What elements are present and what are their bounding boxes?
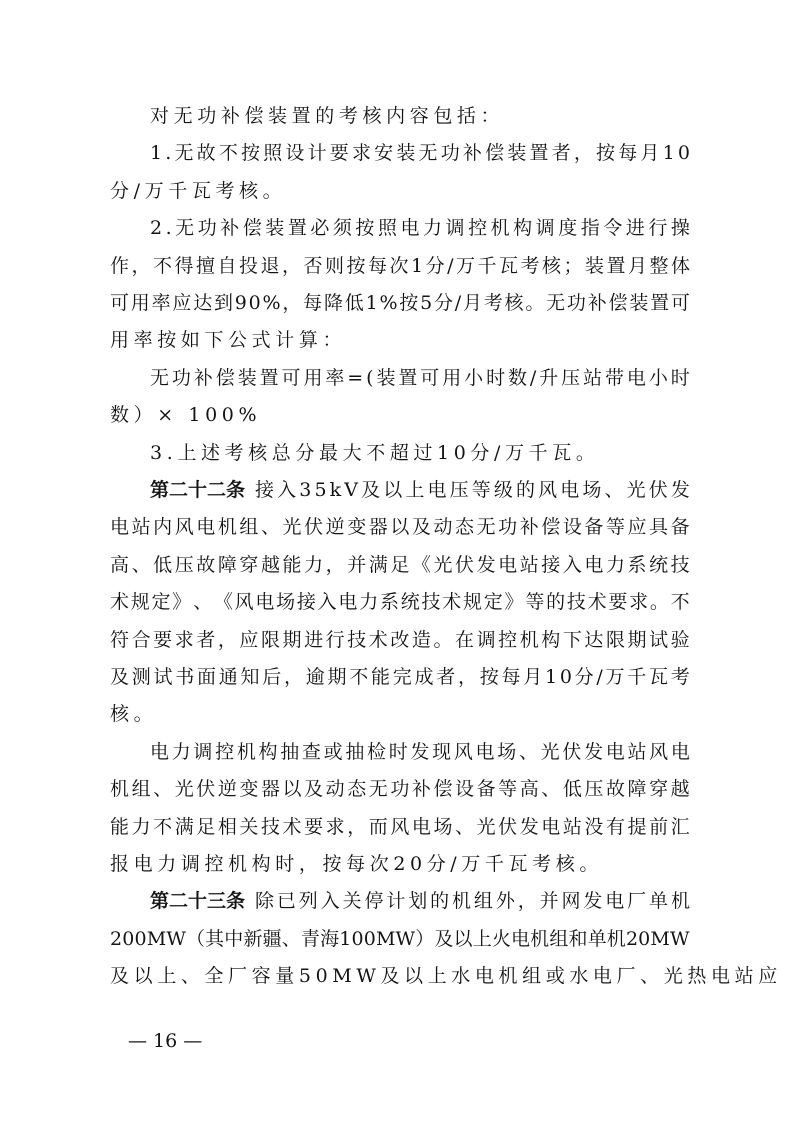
line-text: 机 组 、 光 伏 逆 变 器 以 及 动 态 无 功 补 偿 设 备 等 高 、 低 压 故 障 穿 越 (110, 778, 690, 801)
paragraph-3-line-2 (110, 248, 690, 284)
paragraph-7-line-4 (110, 846, 690, 882)
paragraph-6-line-6 (110, 659, 690, 695)
paragraph-3-line-3 (110, 285, 690, 321)
line-text: 3 . 上 述 考 核 总 分 最 大 不 超 过 1 0 分 / 万 千 瓦 。 (150, 441, 595, 464)
line-text: 高 、 低 压 故 障 穿 越 能 力 ， 并 满 足 《 光 伏 发 电 站 接 入 电 力 系 统 技 (110, 553, 690, 576)
line-text: 报 电 力 调 控 机 构 时 ， 按 每 次 2 0 分 / 万 千 瓦 考 核 。 (110, 853, 599, 875)
page-number: — 16 — (128, 1030, 203, 1052)
paragraph-6-line-1 (110, 472, 690, 508)
paragraph-3-line-1 (110, 210, 690, 246)
line-text: 接 入 3 5 k V 及 以 上 电 压 等 级 的 风 电 场 、 光 伏 发 (255, 479, 690, 501)
line-text: 能 力 不 满 足 相 关 技 术 要 求 ， 而 风 电 场 、 光 伏 发 电 站 没 有 提 前 汇 (110, 815, 690, 838)
line-text: 无 功 补 偿 装 置 可 用 率 = ( 装 置 可 用 小 时 数 / 升 压 站 带 电 小 时 (150, 366, 690, 389)
paragraph-3-line-4 (110, 322, 690, 358)
paragraph-7-line-2 (110, 771, 690, 807)
paragraph-8-line-2 (110, 921, 690, 957)
paragraph-7-line-3 (110, 809, 690, 845)
line-text: 符 合 要 求 者 ， 应 限 期 进 行 技 术 改 造 。 在 调 控 机 构 下 达 限 期 试 验 (110, 628, 690, 651)
paragraph-6-line-4 (110, 584, 690, 620)
line-text: 数 ） × 1 0 0 % (110, 404, 257, 427)
line-text: 对 无 功 补 偿 装 置 的 考 核 内 容 包 括 ： (150, 105, 500, 127)
line-text: 及 测 试 书 面 通 知 后 ， 逾 期 不 能 完 成 者 ， 按 每 月 1 0 分 / 万 千 瓦 考 (110, 666, 690, 688)
paragraph-2-line-1 (110, 135, 690, 171)
paragraph-8-line-1 (110, 883, 690, 919)
paragraph-5-line-1 (110, 435, 690, 471)
line-text: 除 已 列 入 关 停 计 划 的 机 组 外 ， 并 网 发 电 厂 单 机 (255, 890, 690, 913)
line-text: 可 用 率 应 达 到 9 0 % ， 每 降 低 1 % 按 5 分 / 月 考 核 。 无 功 补 偿 装 置 可 (110, 292, 690, 314)
line-text: 2 0 0 M W （ 其 中 新 疆 、 青 海 1 0 0 M W ） 及 以 上 火 电 机 组 和 单 机 2 0 M W (110, 927, 690, 950)
paragraph-6-line-7 (110, 696, 690, 732)
paragraph-8-line-3 (110, 958, 778, 994)
line-text: 电 站 内 风 电 机 组 、 光 伏 逆 变 器 以 及 动 态 无 功 补 偿 设 备 等 应 具 备 (110, 516, 690, 539)
article-heading: 第二十二条 (150, 479, 246, 501)
line-text: 及 以 上 、 全 厂 容 量 5 0 M W 及 以 上 水 电 机 组 或 水 电 厂 、 光 热 电 站 应 (110, 965, 778, 988)
paragraph-4-line-1 (110, 360, 690, 396)
line-text: 1 . 无 故 不 按 照 设 计 要 求 安 装 无 功 补 偿 装 置 者 ， 按 每 月 1 0 (150, 142, 690, 165)
line-text: 电 力 调 控 机 构 抽 查 或 抽 检 时 发 现 风 电 场 、 光 伏 发 电 站 风 电 (150, 740, 690, 763)
paragraph-6-line-3 (110, 547, 690, 583)
paragraph-2-line-2 (110, 173, 690, 209)
line-text: 分 / 万 千 瓦 考 核 。 (110, 179, 282, 202)
line-text: 术 规 定 》 、 《 风 电 场 接 入 电 力 系 统 技 术 规 定 》 等 的 技 术 要 求 。 不 (110, 591, 690, 614)
article-heading: 第二十三条 (150, 890, 246, 913)
line-text: 2 . 无 功 补 偿 装 置 必 须 按 照 电 力 调 控 机 构 调 度 指 令 进 行 操 (150, 217, 690, 240)
paragraph-4-line-2 (110, 397, 690, 433)
paragraph-6-line-2 (110, 509, 690, 545)
paragraph-6-line-5 (110, 622, 690, 658)
line-text: 核 。 (110, 703, 153, 726)
paragraph-1-line-1 (110, 98, 690, 134)
paragraph-7-line-1 (110, 734, 690, 770)
line-text: 用 率 按 如 下 公 式 计 算 ： (110, 329, 342, 352)
line-text: 作 ， 不 得 擅 自 投 退 ， 否 则 按 每 次 1 分 / 万 千 瓦 考 核 ； 装 置 月 整 体 (110, 254, 690, 277)
